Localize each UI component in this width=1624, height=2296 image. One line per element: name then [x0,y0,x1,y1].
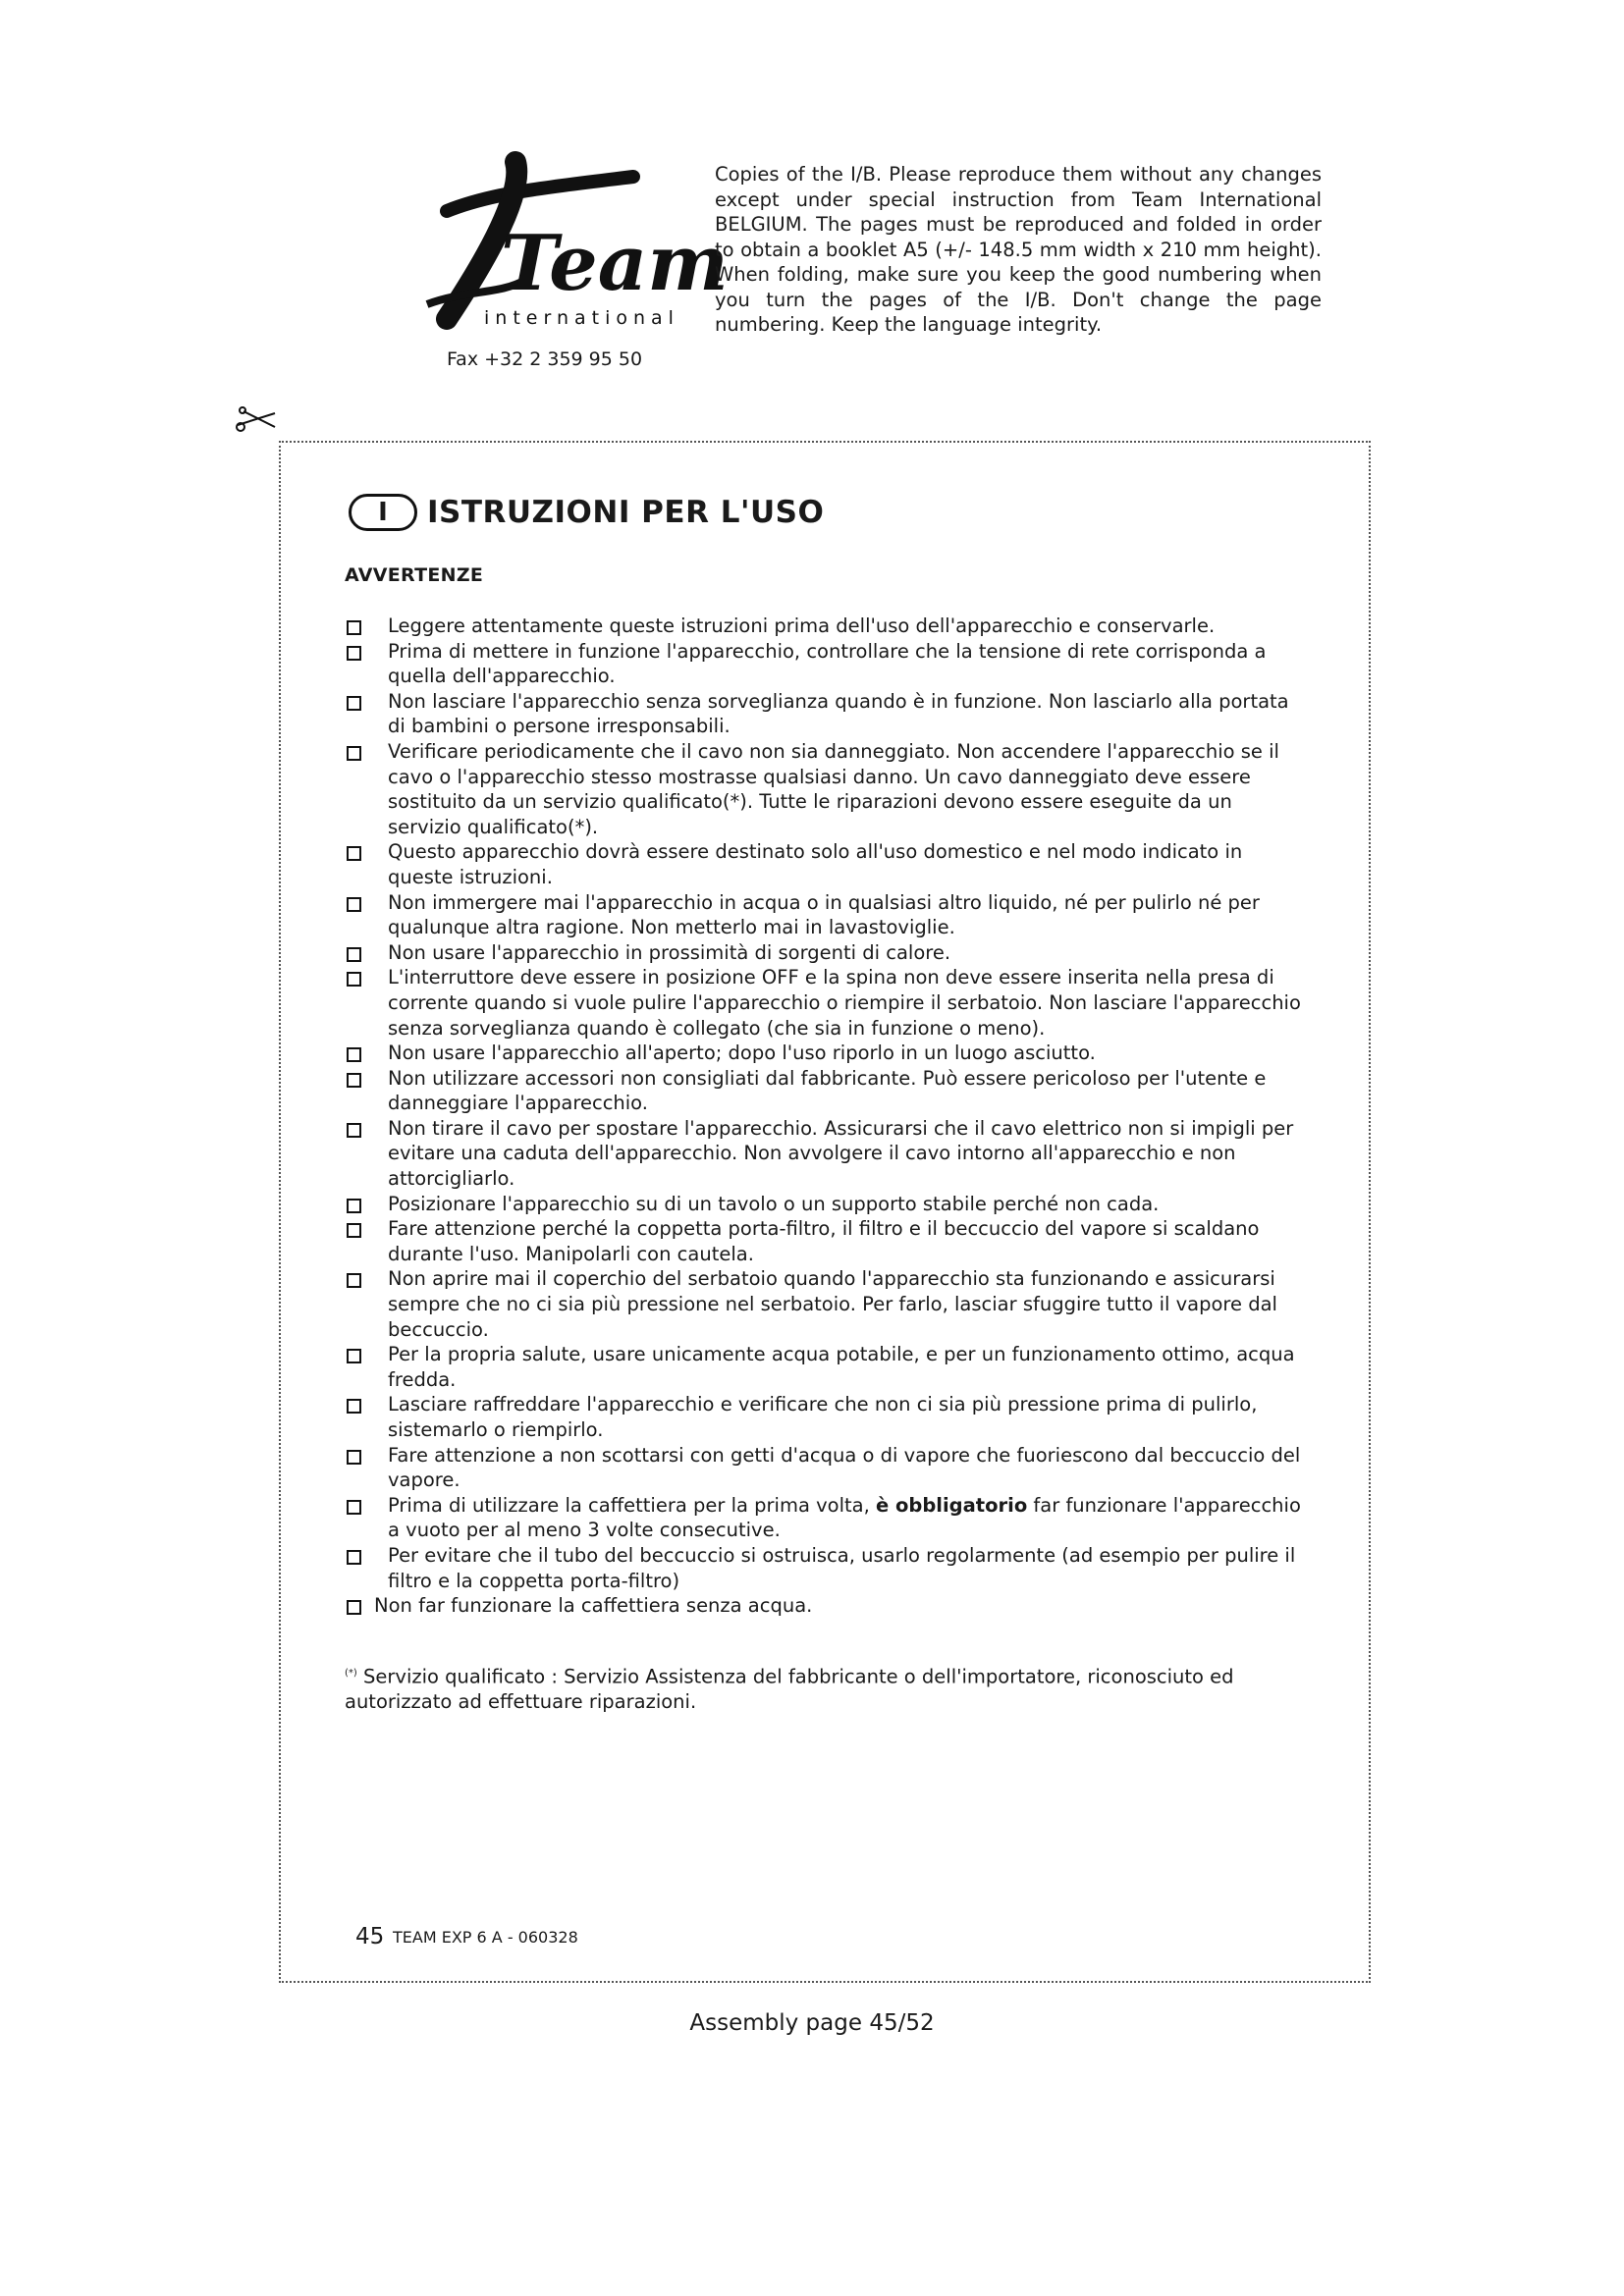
logo-subtitle: international [484,307,679,329]
fax-number: Fax +32 2 359 95 50 [447,348,643,370]
assembly-page-label: Assembly page 45/52 [689,2010,935,2036]
checkbox-bullet-icon [347,972,361,987]
list-item: Per la propria salute, usare unicamente acqua potabile, e per un funzionamento ottimo, acqua fredda. [345,1342,1307,1392]
checkbox-bullet-icon [347,1047,361,1062]
checkbox-bullet-icon [347,1273,361,1288]
list-item: Prima di mettere in funzione l'apparecchio, controllare che la tensione di rete corrisponda a quella dell'apparecchio. [345,639,1307,689]
checkbox-bullet-icon [347,696,361,711]
checkbox-bullet-icon [347,1123,361,1138]
list-item: Leggere attentamente queste istruzioni prima dell'uso dell'apparecchio e conservarle. [345,614,1307,639]
list-item: L'interruttore deve essere in posizione OFF e la spina non deve essere inserita nella presa di corrente quando si vuole pulire l'apparecchio o riempire il serbatoio. Non lasciare l'apparecchio senza sorveglianza quando è collegato (che sia in funzione o meno). [345,965,1307,1041]
checkbox-bullet-icon [347,1349,361,1363]
list-item: Non utilizzare accessori non consigliati dal fabbricante. Può essere pericoloso per l'utente e danneggiare l'apparecchio. [345,1066,1307,1116]
team-international-logo [407,157,729,334]
checkbox-bullet-icon [347,1073,361,1088]
list-item: Prima di utilizzare la caffettiera per la prima volta, è obbligatorio far funzionare l'apparecchio a vuoto per al meno 3 volte consecutive. [345,1493,1307,1543]
warnings-heading: AVVERTENZE [345,564,484,586]
list-item: Non far funzionare la caffettiera senza acqua. [345,1593,1307,1619]
warnings-list [345,614,1307,1619]
page-number: 45 [355,1924,385,1949]
list-item: Non usare l'apparecchio all'aperto; dopo l'uso riporlo in un luogo asciutto. [345,1041,1307,1066]
document-reference: TEAM EXP 6 A - 060328 [393,1928,578,1947]
checkbox-bullet-icon [347,746,361,761]
list-item: Fare attenzione a non scottarsi con getti d'acqua o di vapore che fuoriescono dal beccuccio del vapore. [345,1443,1307,1493]
list-item: Questo apparecchio dovrà essere destinato solo all'uso domestico e nel modo indicato in queste istruzioni. [345,839,1307,889]
checkbox-bullet-icon [347,897,361,912]
logo-wordmark: Team [501,219,729,308]
checkbox-bullet-icon [347,620,361,635]
checkbox-bullet-icon [347,1600,361,1615]
checkbox-bullet-icon [347,1199,361,1213]
checkbox-bullet-icon [347,1550,361,1565]
checkbox-bullet-icon [347,1500,361,1515]
reproduction-instructions: Copies of the I/B. Please reproduce them without any changes except under special instruction from Team International BELGIUM. The pages must be reproduced and folded in order to obtain a booklet A5 (+/- 148.5 mm width x 210 mm height). When folding, make sure you keep the good numbering when you turn the pages of the I/B. Don't change the page numbering. Keep the language integrity. [715,163,1322,336]
list-item: Non tirare il cavo per spostare l'apparecchio. Assicurarsi che il cavo elettrico non si impigli per evitare una caduta dell'apparecchio. Non avvolgere il cavo intorno all'apparecchio e non attorcigliarlo. [345,1116,1307,1192]
list-item: Fare attenzione perché la coppetta porta-filtro, il filtro e il beccuccio del vapore si scaldano durante l'uso. Manipolarli con cautela. [345,1216,1307,1266]
list-item: Non immergere mai l'apparecchio in acqua o in qualsiasi altro liquido, né per pulirlo né per qualunque altra ragione. Non metterlo mai in lavastoviglie. [345,890,1307,940]
list-item: Verificare periodicamente che il cavo non sia danneggiato. Non accendere l'apparecchio se il cavo o l'apparecchio stesso mostrasse qualsiasi danno. Un cavo danneggiato deve essere sostituito da un servizio qualificato(*). Tutte le riparazioni devono essere eseguite da un servizio qualificato(*). [345,739,1307,839]
checkbox-bullet-icon [347,1223,361,1238]
checkbox-bullet-icon [347,1450,361,1465]
list-item: Non lasciare l'apparecchio senza sorveglianza quando è in funzione. Non lasciarlo alla portata di bambini o persone irresponsabili. [345,689,1307,739]
checkbox-bullet-icon [347,846,361,861]
checkbox-bullet-icon [347,947,361,962]
footnote: (*) Servizio qualificato : Servizio Assistenza del fabbricante o dell'importatore, riconosciuto ed autorizzato ad effettuare riparazioni. [345,1665,1234,1714]
scissors-icon [236,407,277,433]
list-item: Non aprire mai il coperchio del serbatoio quando l'apparecchio sta funzionando e assicurarsi sempre che no ci sia più pressione nel serbatoio. Per farlo, lasciar sfuggire tutto il vapore dal beccuccio. [345,1266,1307,1342]
list-item: Lasciare raffreddare l'apparecchio e verificare che non ci sia più pressione prima di pulirlo, sistemarlo o riempirlo. [345,1392,1307,1442]
list-item: Per evitare che il tubo del beccuccio si ostruisca, usarlo regolarmente (ad esempio per pulire il filtro e la coppetta porta-filtro) [345,1543,1307,1593]
section-title: ISTRUZIONI PER L'USO [427,495,825,530]
checkbox-bullet-icon [347,1399,361,1414]
list-item: Posizionare l'apparecchio su di un tavolo o un supporto stabile perché non cada. [345,1192,1307,1217]
list-item: Non usare l'apparecchio in prossimità di sorgenti di calore. [345,940,1307,966]
checkbox-bullet-icon [347,646,361,661]
language-badge: I [349,494,417,531]
